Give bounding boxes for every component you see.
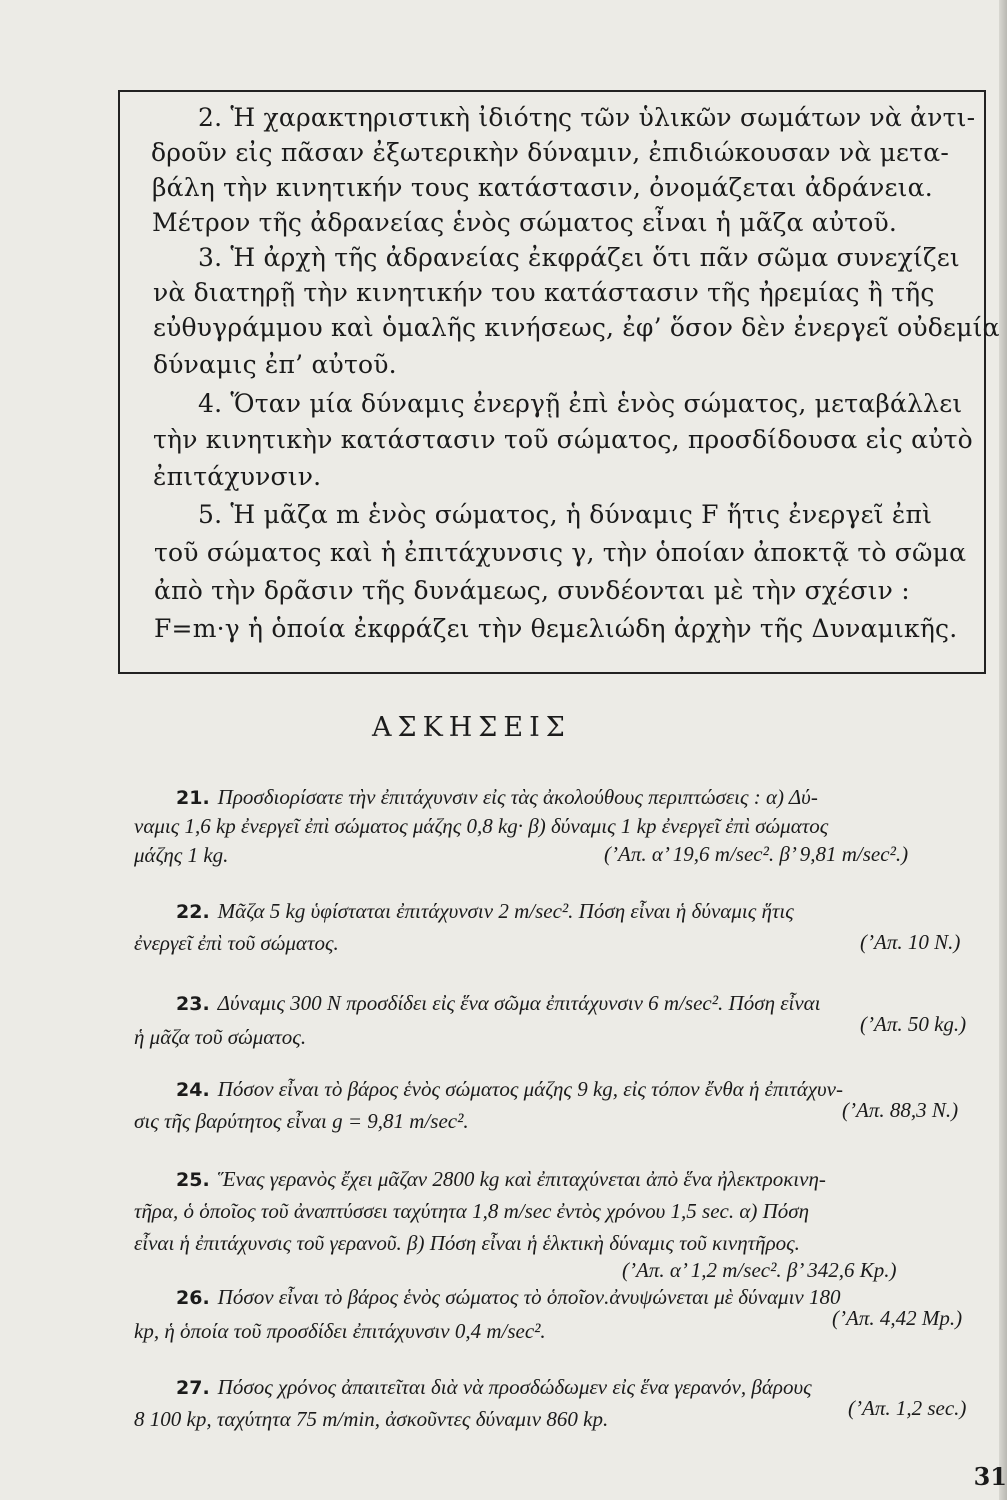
exercise-25-line2: τῆρα, ὁ ὁποῖος τοῦ ἀναπτύσσει ταχύτητα 1,8 m/sec ἐντὸς χρόνου 1,5 sec. α) Πόση: [134, 1199, 810, 1223]
exercise-number: 22.: [176, 901, 210, 923]
exercise-27-line2: 8 100 kp, ταχύτητα 75 m/min, ἀσκοῦντες δύναμιν 860 kp.: [134, 1407, 609, 1431]
exercise-25-answer: (’Απ. α’ 1,2 m/sec². β’ 342,6 Kp.): [622, 1258, 897, 1282]
exercise-number: 26.: [176, 1287, 210, 1309]
exercise-21-answer: (’Απ. α’ 19,6 m/sec². β’ 9,81 m/sec².): [604, 842, 909, 866]
exercise-23-answer: (’Απ. 50 kg.): [860, 1012, 967, 1036]
summary-p5-line3: ἀπὸ τὴν δρᾶσιν τῆς δυνάμεως, συνδέονται μὲ τὴν σχέσιν :: [154, 576, 910, 605]
exercise-23-line1: [176, 990, 821, 1017]
exercise-number: 27.: [176, 1377, 210, 1399]
exercise-21-line3: μάζης 1 kg.: [134, 843, 229, 867]
summary-p5-line4: F=m·γ ἡ ὁποία ἐκφράζει τὴν θεμελιώδη ἀρχὴν τῆς Δυναμικῆς.: [154, 614, 958, 643]
exercises-heading: ΑΣΚΗΣΕΙΣ: [372, 712, 571, 743]
exercise-text: Προσδιορίσατε τὴν ἐπιτάχυνσιν εἰς τὰς ἀκολούθους περιπτώσεις : α) Δύ-: [217, 785, 818, 809]
exercise-24-answer: (’Απ. 88,3 Ν.): [842, 1098, 959, 1122]
exercise-number: 24.: [176, 1079, 210, 1101]
exercise-number: 21.: [176, 787, 210, 809]
exercise-25-line1: [176, 1166, 826, 1193]
summary-p4-line1: 4. Ὅταν μία δύναμις ἐνεργῇ ἐπὶ ἑνὸς σώματος, μεταβάλλει: [198, 389, 963, 418]
exercise-text: Πόσον εἶναι τὸ βάρος ἑνὸς σώματος μάζης 9 kg, εἰς τόπον ἔνθα ἡ ἐπιτάχυν-: [217, 1077, 843, 1101]
summary-p3-line3: εὐθυγράμμου καὶ ὁμαλῆς κινήσεως, ἐφ’ ὅσον δὲν ἐνεργεῖ οὐδεμία: [153, 313, 1000, 342]
exercise-text: Δύναμις 300 Ν προσδίδει εἰς ἕνα σῶμα ἐπιτάχυνσιν 6 m/sec². Πόση εἶναι: [217, 991, 821, 1015]
summary-p4-line3: ἐπιτάχυνσιν.: [153, 462, 322, 491]
exercise-text: Πόσος χρόνος ἀπαιτεῖται διὰ νὰ προσδώδωμεν εἰς ἕνα γερανόν, βάρους: [217, 1375, 812, 1399]
exercise-26-line2: kp, ἡ ὁποία τοῦ προσδίδει ἐπιτάχυνσιν 0,4 m/sec².: [134, 1319, 546, 1343]
exercise-26-line1: [176, 1284, 840, 1311]
exercise-24-line2: σις τῆς βαρύτητος εἶναι g = 9,81 m/sec².: [134, 1109, 469, 1133]
exercise-24-line1: [176, 1076, 843, 1103]
exercise-21-line2: ναμις 1,6 kp ἐνεργεῖ ἐπὶ σώματος μάζης 0,8 kg· β) δύναμις 1 kp ἐνεργεῖ ἐπὶ σώματος: [134, 814, 829, 838]
summary-p2-line3: βάλη τὴν κινητικήν τους κατάστασιν, ὀνομάζεται ἀδράνεια.: [152, 173, 933, 202]
exercise-21-line1: [176, 784, 818, 811]
exercise-number: 25.: [176, 1169, 210, 1191]
page-edge-shadow: [999, 0, 1007, 1500]
exercise-text: Ἕνας γερανὸς ἔχει μᾶζαν 2800 kg καὶ ἐπιταχύνεται ἀπὸ ἕνα ἠλεκτροκινη-: [217, 1167, 826, 1191]
exercise-text: Μᾶζα 5 kg ὑφίσταται ἐπιτάχυνσιν 2 m/sec². Πόση εἶναι ἡ δύναμις ἥτις: [217, 899, 794, 923]
summary-p3-line2: νὰ διατηρῇ τὴν κινητικήν του κατάστασιν τῆς ἠρεμίας ἢ τῆς: [153, 278, 935, 307]
exercise-22-answer: (’Απ. 10 Ν.): [860, 930, 961, 954]
summary-p2-line1: 2. Ἡ χαρακτηριστικὴ ἰδιότης τῶν ὑλικῶν σωμάτων νὰ ἀντι-: [198, 103, 976, 132]
exercise-number: 23.: [176, 993, 210, 1015]
summary-p5-line1: 5. Ἡ μᾶζα m ἑνὸς σώματος, ἡ δύναμις F ἥτις ἐνεργεῖ ἐπὶ: [198, 500, 933, 529]
summary-p3-line4: δύναμις ἐπ’ αὐτοῦ.: [153, 350, 397, 379]
summary-p2-line4: Μέτρον τῆς ἀδρανείας ἑνὸς σώματος εἶναι ἡ μᾶζα αὐτοῦ.: [152, 208, 898, 237]
summary-p3-line1: 3. Ἡ ἀρχὴ τῆς ἀδρανείας ἐκφράζει ὅτι πᾶν σῶμα συνεχίζει: [198, 243, 960, 272]
summary-p5-line2: τοῦ σώματος καὶ ἡ ἐπιτάχυνσις γ, τὴν ὁποίαν ἀποκτᾷ τὸ σῶμα: [154, 538, 967, 567]
exercise-text: Πόσον εἶναι τὸ βάρος ἑνὸς σώματος τὸ ὁποῖον.ἀνυψώνεται μὲ δύναμιν 180: [217, 1285, 841, 1309]
page-number: 31: [973, 1462, 1007, 1491]
exercise-23-line2: ἡ μᾶζα τοῦ σώματος.: [134, 1025, 307, 1049]
summary-p2-line2: δροῦν εἰς πᾶσαν ἐξωτερικὴν δύναμιν, ἐπιδιώκουσαν νὰ μετα-: [151, 138, 949, 167]
exercise-27-answer: (’Απ. 1,2 sec.): [848, 1396, 967, 1420]
exercise-27-line1: [176, 1374, 812, 1401]
exercise-22-line1: [176, 898, 794, 925]
exercise-26-answer: (’Απ. 4,42 Mp.): [832, 1306, 963, 1330]
summary-p4-line2: τὴν κινητικὴν κατάστασιν τοῦ σώματος, προσδίδουσα εἰς αὐτὸ: [153, 425, 973, 454]
exercise-25-line3: εἶναι ἡ ἐπιτάχυνσις τοῦ γερανοῦ. β) Πόση εἶναι ἡ ἑλκτικὴ δύναμις τοῦ κινητῆρος.: [134, 1231, 800, 1255]
exercise-22-line2: ἐνεργεῖ ἐπὶ τοῦ σώματος.: [134, 931, 339, 955]
